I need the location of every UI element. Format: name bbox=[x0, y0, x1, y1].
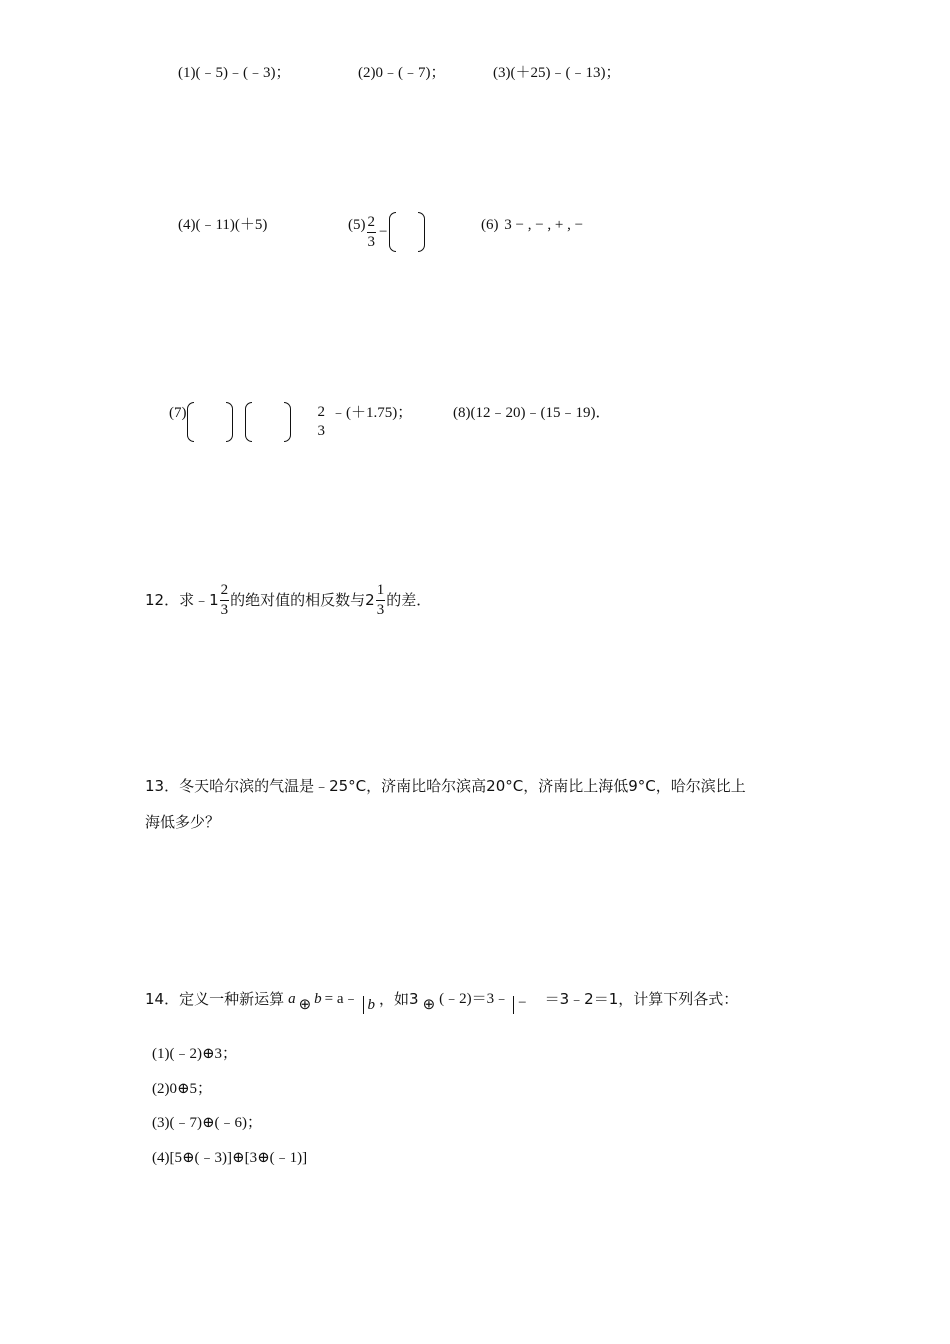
question-text: 的差． bbox=[386, 591, 432, 609]
example-expression: (﹣2)＝3﹣ bbox=[439, 990, 510, 1007]
question-13-line-2: 海低多少？ bbox=[145, 813, 221, 831]
empty-parentheses bbox=[187, 402, 233, 442]
question-12 bbox=[145, 583, 431, 618]
question-14-item-3: (3)(﹣7)⊕(﹣6)； bbox=[152, 1115, 263, 1131]
question-text: 的绝对值的相反数与2 bbox=[230, 591, 375, 609]
question-text: ，如3 bbox=[379, 989, 419, 1008]
fraction-denominator: 3 bbox=[317, 423, 325, 439]
example-abs-value: − bbox=[518, 994, 527, 1011]
problem-11-5 bbox=[348, 212, 425, 252]
variable-a: a bbox=[288, 990, 296, 1007]
problem-11-7 bbox=[169, 402, 412, 442]
fraction-denominator: 3 bbox=[376, 602, 385, 618]
empty-parentheses bbox=[245, 402, 291, 442]
problem-11-6 bbox=[481, 218, 583, 233]
fraction-denominator: 3 bbox=[220, 602, 229, 618]
problem-expression: ﹣(＋1.75)； bbox=[331, 405, 413, 421]
fraction-numerator: 2 bbox=[367, 215, 377, 233]
question-13-line-1: 13．冬天哈尔滨的气温是﹣25°C，济南比哈尔滨高20°C，济南比上海低9°C，哈尔滨比上 bbox=[145, 777, 746, 795]
problem-expression: 3 − , − , + , − bbox=[504, 217, 584, 233]
variable-b: b bbox=[367, 996, 376, 1013]
problem-11-2: (2)0﹣(﹣7)； bbox=[358, 65, 446, 81]
question-14-item-1: (1)(﹣2)⊕3； bbox=[152, 1046, 238, 1062]
problem-label: (7) bbox=[169, 405, 187, 421]
fraction bbox=[376, 583, 386, 618]
problem-label: (6) bbox=[481, 217, 499, 233]
minus-sign: − bbox=[379, 223, 388, 240]
empty-parentheses bbox=[389, 212, 425, 252]
definition-expression: = a﹣ bbox=[324, 990, 359, 1007]
question-14 bbox=[145, 989, 739, 1013]
fraction-denominator: 3 bbox=[367, 233, 375, 250]
fraction-numerator: 1 bbox=[376, 583, 386, 601]
variable-b: b bbox=[314, 990, 322, 1007]
fraction bbox=[317, 405, 327, 439]
question-text: ＝3﹣2＝1，计算下列各式： bbox=[544, 989, 739, 1008]
problem-11-3: (3)(＋25)﹣(﹣13)； bbox=[493, 65, 621, 81]
problem-11-1: (1)(﹣5)﹣(﹣3)； bbox=[178, 65, 291, 81]
circled-plus-operator: ⊕ bbox=[422, 996, 436, 1013]
question-14-item-2: (2)0⊕5； bbox=[152, 1081, 213, 1097]
question-text: 14．定义一种新运算 bbox=[145, 989, 285, 1008]
problem-label: (5) bbox=[348, 217, 366, 233]
problem-11-4: (4)(﹣11)(＋5) bbox=[178, 217, 268, 233]
question-14-item-4: (4)[5⊕(﹣3)]⊕[3⊕(﹣1)] bbox=[152, 1150, 308, 1166]
fraction-numerator: 2 bbox=[220, 583, 230, 601]
absolute-value-bar bbox=[513, 996, 514, 1014]
question-text: 12．求﹣1 bbox=[145, 591, 219, 609]
fraction bbox=[220, 583, 230, 618]
fraction bbox=[367, 215, 377, 250]
problem-11-8: (8)(12﹣20)﹣(15﹣19)． bbox=[453, 405, 611, 421]
absolute-value-bar bbox=[363, 996, 364, 1014]
fraction-numerator: 2 bbox=[317, 404, 325, 420]
circled-plus-operator: ⊕ bbox=[298, 996, 312, 1013]
